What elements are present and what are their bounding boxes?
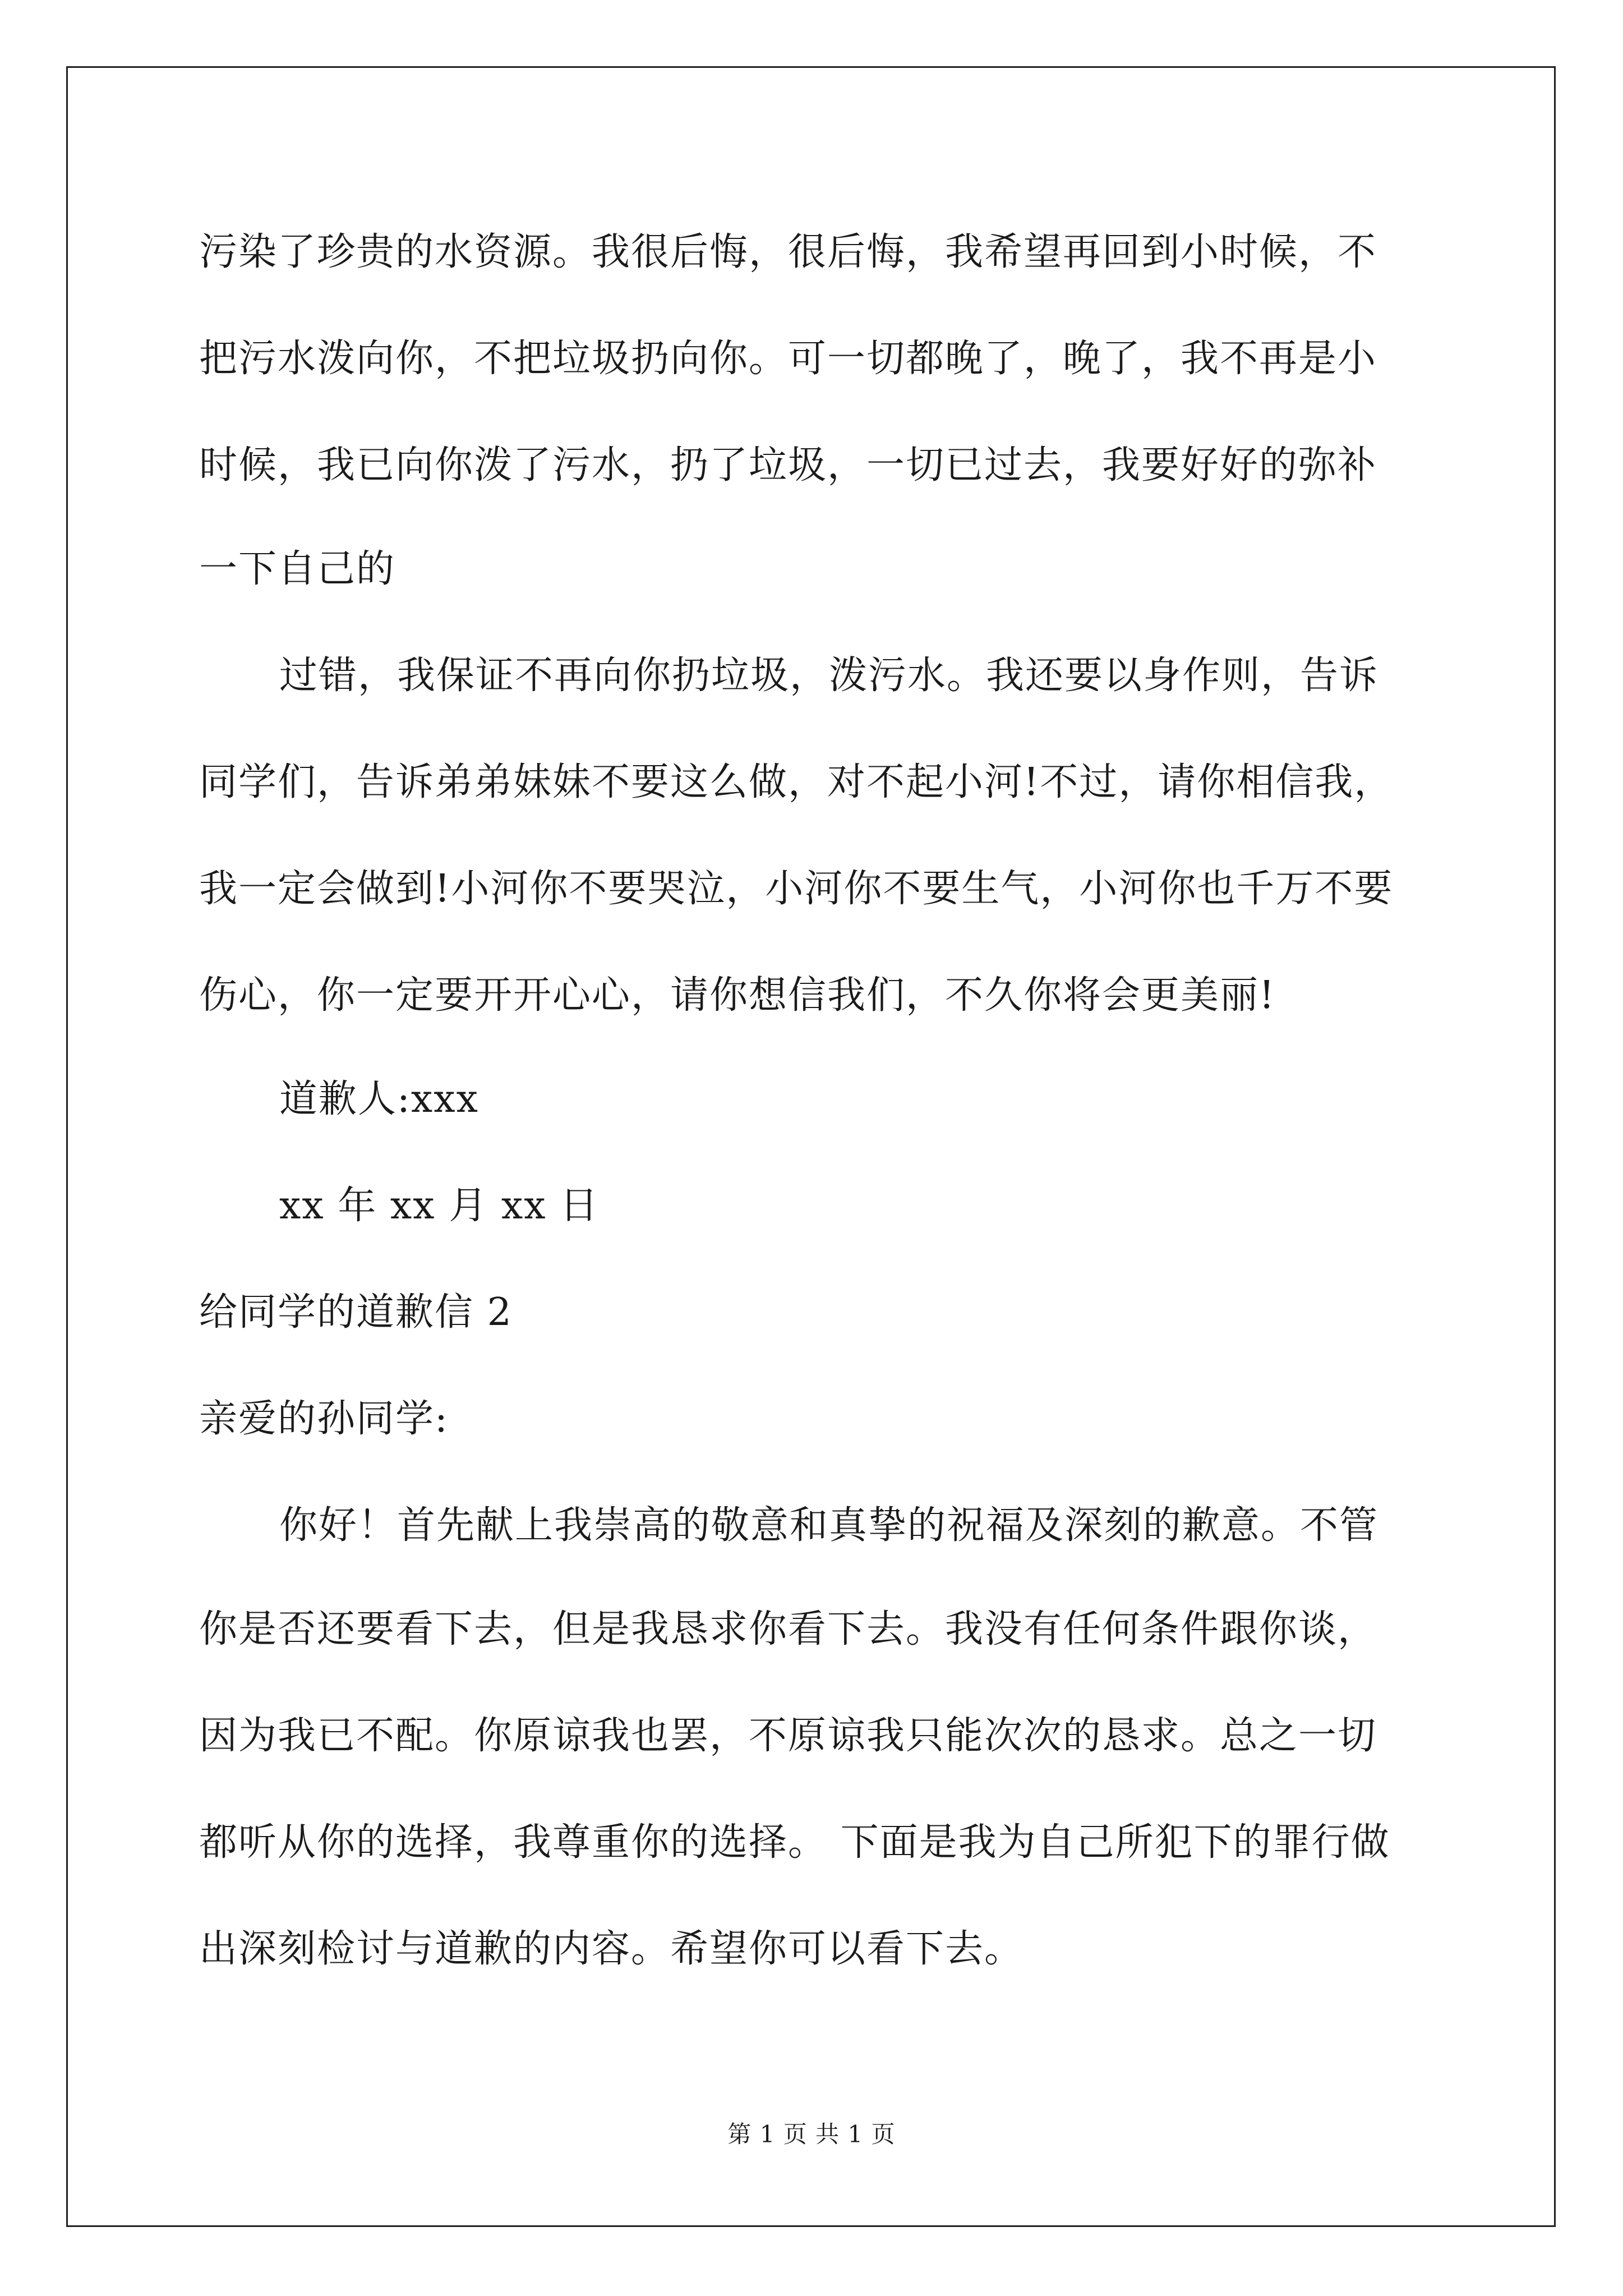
paragraph-start-line: 你好！首先献上我崇高的敬意和真挚的祝福及深刻的歉意。不管	[279, 1503, 1379, 1548]
page-footer: 第 1 页 共 1 页	[727, 2120, 896, 2148]
signature-line: 道歉人:xxx	[279, 1077, 479, 1121]
text-line: 因为我已不配。你原谅我也罢，不原谅我只能次次的恳求。总之一切	[199, 1714, 1377, 1758]
text-line: 时候，我已向你泼了污水，扔了垃圾，一切已过去，我要好好的弥补	[199, 443, 1377, 487]
text-line: 都听从你的选择，我尊重你的选择。 下面是我为自己所犯下的罪行做	[199, 1820, 1390, 1865]
text-line: 同学们，告诉弟弟妹妹不要这么做，对不起小河!不过，请你相信我，	[199, 760, 1394, 804]
text-line: 伤心，你一定要开开心心，请你想信我们，不久你将会更美丽!	[199, 973, 1276, 1018]
section-title: 给同学的道歉信 2	[199, 1290, 513, 1335]
text-line: 出深刻检讨与道歉的内容。希望你可以看下去。	[199, 1927, 1024, 1971]
text-line: 一下自己的	[199, 547, 396, 591]
paragraph-start-line: 过错，我保证不再向你扔垃圾，泼污水。我还要以身作则，告诉	[279, 654, 1379, 698]
text-line: 我一定会做到!小河你不要哭泣，小河你不要生气，小河你也千万不要	[199, 867, 1394, 911]
text-line: 把污水泼向你，不把垃圾扔向你。可一切都晚了，晚了，我不再是小	[199, 337, 1377, 381]
text-line: 你是否还要看下去，但是我恳求你看下去。我没有任何条件跟你谈，	[199, 1607, 1377, 1651]
text-line: 污染了珍贵的水资源。我很后悔，很后悔，我希望再回到小时候，不	[199, 230, 1377, 274]
date-line: xx 年 xx 月 xx 日	[279, 1184, 600, 1228]
page-border	[66, 66, 1556, 2227]
salutation: 亲爱的孙同学:	[199, 1397, 449, 1441]
